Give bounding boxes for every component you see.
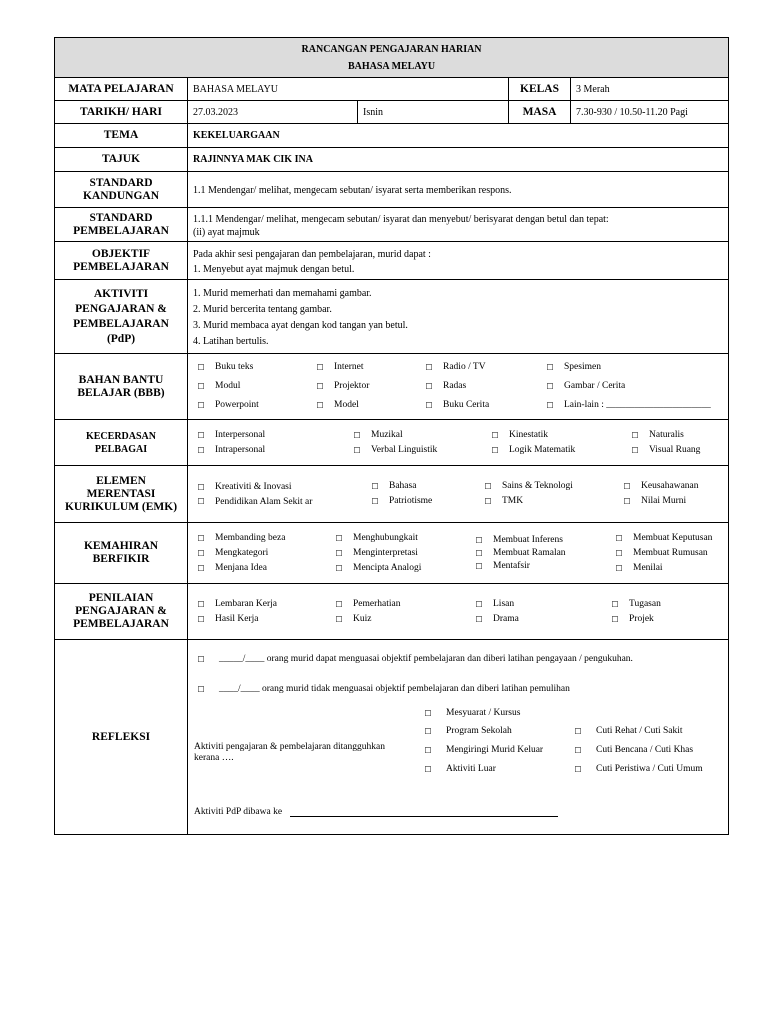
checkbox-icon[interactable]: ☐ bbox=[491, 430, 499, 440]
checkbox-icon[interactable]: ☐ bbox=[546, 382, 554, 391]
kemahiran-options bbox=[188, 523, 729, 584]
objektif-line2: 1. Menyebut ayat majmuk dengan betul. bbox=[193, 263, 355, 275]
kecerdasan-option[interactable] bbox=[349, 443, 481, 458]
checkbox-icon[interactable]: ☐ bbox=[574, 764, 582, 774]
standard-pembelajaran-line1: 1.1.1 Mendengar/ melihat, mengecam sebutan/ isyarat dan menyebut/ berisyarat dengan betul dan tepat: bbox=[193, 213, 609, 225]
kecerdasan-option[interactable] bbox=[487, 428, 621, 443]
bbb-option-label: Gambar / Cerita bbox=[564, 381, 626, 391]
checkbox-icon[interactable]: ☐ bbox=[197, 654, 205, 664]
refleksi-reason-label: Mengiringi Murid Keluar bbox=[446, 745, 544, 755]
bbb-option-label: Internet bbox=[334, 362, 364, 372]
form-title bbox=[55, 38, 729, 78]
checkbox-icon[interactable]: ☐ bbox=[197, 382, 205, 391]
mata-pelajaran-label: MATA PELAJARAN bbox=[55, 78, 188, 101]
checkbox-icon[interactable]: ☐ bbox=[197, 430, 205, 440]
checkbox-icon[interactable]: ☐ bbox=[424, 745, 432, 755]
kemahiran-option-label: Menginterpretasi bbox=[353, 547, 418, 558]
kemahiran-option-label: Membuat Ramalan bbox=[493, 547, 566, 558]
kelas-label: KELAS bbox=[509, 78, 571, 101]
penilaian-option[interactable] bbox=[331, 612, 465, 627]
checkbox-icon[interactable]: ☐ bbox=[484, 482, 492, 491]
kemahiran-option[interactable] bbox=[193, 561, 325, 576]
checkbox-icon[interactable]: ☐ bbox=[197, 684, 205, 694]
refleksi-reason-option[interactable] bbox=[570, 764, 703, 774]
refleksi-reason-option[interactable] bbox=[420, 726, 512, 736]
bbb-label-line2: BELAJAR (BBB) bbox=[77, 386, 165, 399]
kemahiran-label-line2: BERFIKIR bbox=[92, 553, 150, 565]
checkbox-icon[interactable]: ☐ bbox=[475, 535, 483, 545]
kemahiran-option-label: Menjana Idea bbox=[215, 562, 267, 573]
standard-kandungan-label bbox=[55, 172, 188, 208]
checkbox-icon[interactable]: ☐ bbox=[353, 445, 361, 455]
bbb-option[interactable] bbox=[193, 398, 306, 413]
emk-option[interactable] bbox=[480, 479, 613, 494]
kecerdasan-option[interactable] bbox=[349, 428, 481, 443]
aktiviti-item: 4. Latihan bertulis. bbox=[193, 335, 269, 347]
emk-option-label: Sains & Teknologi bbox=[502, 481, 573, 491]
kecerdasan-option[interactable] bbox=[193, 443, 343, 458]
checkbox-icon[interactable]: ☐ bbox=[335, 548, 343, 558]
refleksi-dibawa-line[interactable] bbox=[290, 806, 558, 817]
rph-form-table bbox=[54, 37, 729, 835]
checkbox-icon[interactable]: ☐ bbox=[425, 401, 433, 410]
kecerdasan-option-label: Interpersonal bbox=[215, 429, 266, 440]
objektif-line1: Pada akhir sesi pengajaran dan pembelajaran, murid dapat : bbox=[193, 248, 431, 260]
bbb-options bbox=[188, 354, 729, 420]
emk-label-line2: MERENTASI bbox=[86, 487, 156, 500]
penilaian-option-label: Pemerhatian bbox=[353, 598, 401, 609]
checkbox-icon[interactable]: ☐ bbox=[197, 445, 205, 455]
refleksi-reason-label: Cuti Bencana / Cuti Khas bbox=[596, 745, 694, 755]
refleksi-tidak-menguasai-option[interactable] bbox=[193, 684, 570, 694]
emk-options bbox=[188, 466, 729, 523]
checkbox-icon[interactable]: ☐ bbox=[615, 563, 623, 573]
penilaian-option-label: Tugasan bbox=[629, 598, 661, 609]
bbb-option[interactable] bbox=[312, 360, 415, 375]
checkbox-icon[interactable]: ☐ bbox=[475, 614, 483, 624]
checkbox-icon[interactable]: ☐ bbox=[574, 726, 582, 736]
objektif-label-line2: PEMBELAJARAN bbox=[73, 260, 169, 273]
standard-pembelajaran-label-line1: STANDARD bbox=[89, 211, 153, 224]
emk-option-label: Patriotisme bbox=[389, 496, 433, 506]
refleksi-ditangguh-text: Aktiviti pengajaran & pembelajaran ditangguhkan kerana …. bbox=[194, 742, 385, 763]
tarikh-label: TARIKH/ HARI bbox=[55, 101, 188, 124]
emk-option[interactable] bbox=[619, 494, 723, 509]
checkbox-icon[interactable]: ☐ bbox=[623, 482, 631, 491]
checkbox-icon[interactable]: ☐ bbox=[197, 363, 205, 372]
bbb-option[interactable] bbox=[421, 360, 536, 375]
standard-pembelajaran-line2: (ii) ayat majmuk bbox=[193, 226, 260, 238]
emk-label-line3: KURIKULUM (EMK) bbox=[64, 500, 178, 513]
emk-option[interactable] bbox=[619, 479, 723, 494]
checkbox-icon[interactable]: ☐ bbox=[335, 599, 343, 609]
kecerdasan-option-label: Visual Ruang bbox=[649, 444, 701, 455]
checkbox-icon[interactable]: ☐ bbox=[611, 614, 619, 624]
kemahiran-option-label: Membuat Rumusan bbox=[633, 547, 708, 558]
kecerdasan-option-label: Muzikal bbox=[371, 429, 403, 440]
refleksi-reason-label: Program Sekolah bbox=[446, 726, 512, 736]
refleksi-reason-option[interactable] bbox=[420, 745, 543, 755]
emk-label bbox=[55, 466, 188, 523]
kemahiran-option-label: Membuat Inferens bbox=[493, 534, 563, 545]
checkbox-icon[interactable]: ☐ bbox=[316, 382, 324, 391]
checkbox-icon[interactable]: ☐ bbox=[197, 614, 205, 624]
tajuk-value[interactable]: RAJINNYA MAK CIK INA bbox=[188, 148, 729, 172]
kemahiran-option[interactable] bbox=[193, 546, 325, 561]
form-title-line1: RANCANGAN PENGAJARAN HARIAN bbox=[301, 43, 482, 55]
kemahiran-option[interactable] bbox=[471, 560, 605, 573]
refleksi-content bbox=[188, 640, 729, 835]
aktiviti-label-line2: PENGAJARAN & bbox=[75, 302, 167, 315]
penilaian-option[interactable] bbox=[471, 597, 601, 612]
standard-kandungan-label-line1: STANDARD bbox=[89, 176, 153, 189]
bbb-option[interactable] bbox=[193, 360, 306, 375]
form-title-line2: BAHASA MELAYU bbox=[347, 60, 436, 72]
emk-option-label: Nilai Murni bbox=[641, 496, 687, 506]
kemahiran-option[interactable] bbox=[331, 561, 465, 576]
refleksi-reason-option[interactable] bbox=[570, 726, 683, 736]
kemahiran-option-label: Menghubungkait bbox=[353, 532, 418, 543]
bbb-option[interactable] bbox=[542, 360, 723, 375]
kemahiran-option[interactable] bbox=[611, 561, 723, 576]
kemahiran-option[interactable] bbox=[331, 531, 465, 546]
penilaian-option-label: Kuiz bbox=[353, 613, 372, 624]
checkbox-icon[interactable]: ☐ bbox=[631, 430, 639, 440]
checkbox-icon[interactable]: ☐ bbox=[335, 614, 343, 624]
aktiviti-item: 3. Murid membaca ayat dengan kod tangan yan betul. bbox=[193, 319, 408, 331]
penilaian-option[interactable] bbox=[471, 612, 601, 627]
kemahiran-option[interactable] bbox=[471, 547, 605, 560]
kemahiran-option[interactable] bbox=[611, 531, 723, 546]
emk-option[interactable] bbox=[480, 494, 613, 509]
checkbox-icon[interactable]: ☐ bbox=[197, 482, 205, 492]
standard-pembelajaran-value[interactable] bbox=[188, 208, 729, 242]
kemahiran-option[interactable] bbox=[331, 546, 465, 561]
bbb-option-label: Radio / TV bbox=[443, 362, 486, 372]
kecerdasan-option[interactable] bbox=[627, 428, 723, 443]
penilaian-option-label: Hasil Kerja bbox=[215, 613, 259, 624]
refleksi-menguasai-text: _____/____ orang murid dapat menguasai objektif pembelajaran dan diberi latihan pengayaan / pengukuhan. bbox=[219, 654, 633, 664]
kecerdasan-option-label: Naturalis bbox=[649, 429, 684, 440]
checkbox-icon[interactable]: ☐ bbox=[371, 482, 379, 491]
penilaian-option[interactable] bbox=[331, 597, 465, 612]
aktiviti-label bbox=[55, 280, 188, 354]
aktiviti-value[interactable] bbox=[188, 280, 729, 354]
checkbox-icon[interactable]: ☐ bbox=[425, 382, 433, 391]
checkbox-icon[interactable]: ☐ bbox=[197, 563, 205, 573]
bbb-option[interactable] bbox=[542, 398, 723, 413]
emk-option-label: Kreativiti & Inovasi bbox=[215, 481, 292, 492]
kecerdasan-options bbox=[188, 420, 729, 466]
penilaian-options bbox=[188, 584, 729, 640]
kecerdasan-option[interactable] bbox=[627, 443, 723, 458]
emk-option-label: Bahasa bbox=[389, 481, 417, 491]
bbb-label bbox=[55, 354, 188, 420]
penilaian-option[interactable] bbox=[193, 612, 325, 627]
penilaian-label-line2: PENGAJARAN & bbox=[75, 605, 167, 617]
bbb-option[interactable] bbox=[421, 398, 536, 413]
emk-option-label: TMK bbox=[502, 496, 524, 506]
masa-label: MASA bbox=[509, 101, 571, 124]
bbb-option-label: Buku teks bbox=[215, 362, 254, 372]
kecerdasan-option-label: Intrapersonal bbox=[215, 444, 266, 455]
refleksi-reason-option[interactable] bbox=[420, 764, 496, 774]
checkbox-icon[interactable]: ☐ bbox=[371, 497, 379, 506]
kemahiran-label-line1: KEMAHIRAN bbox=[83, 540, 159, 552]
checkbox-icon[interactable]: ☐ bbox=[197, 533, 205, 543]
kemahiran-option-label: Mencipta Analogi bbox=[353, 562, 422, 573]
tajuk-label: TAJUK bbox=[55, 148, 188, 172]
standard-pembelajaran-label bbox=[55, 208, 188, 242]
kemahiran-option-label: Menilai bbox=[633, 562, 663, 573]
bbb-option[interactable] bbox=[312, 379, 415, 394]
checkbox-icon[interactable]: ☐ bbox=[574, 745, 582, 755]
checkbox-icon[interactable]: ☐ bbox=[475, 561, 483, 571]
penilaian-option-label: Lembaran Kerja bbox=[215, 598, 277, 609]
aktiviti-label-line1: AKTIVITI bbox=[93, 287, 149, 300]
kecerdasan-label-line2: PELBAGAI bbox=[94, 443, 148, 455]
standard-kandungan-text: 1.1 Mendengar/ melihat, mengecam sebutan/ isyarat serta memberikan respons. bbox=[193, 185, 512, 196]
bbb-option-label: Lain-lain : ______________________ bbox=[564, 400, 711, 410]
standard-kandungan-label-line2: KANDUNGAN bbox=[82, 189, 160, 202]
refleksi-reason-label: Cuti Peristiwa / Cuti Umum bbox=[596, 764, 703, 774]
hari-value[interactable]: Isnin bbox=[358, 101, 509, 124]
refleksi-label: REFLEKSI bbox=[55, 640, 188, 835]
kecerdasan-option-label: Verbal Linguistik bbox=[371, 444, 438, 455]
checkbox-icon[interactable]: ☐ bbox=[615, 548, 623, 558]
refleksi-dibawa-label: Aktiviti PdP dibawa ke bbox=[194, 806, 283, 817]
refleksi-reason-label: Mesyuarat / Kursus bbox=[446, 708, 521, 718]
checkbox-icon[interactable]: ☐ bbox=[335, 563, 343, 573]
checkbox-icon[interactable]: ☐ bbox=[316, 401, 324, 410]
kecerdasan-option-label: Kinestatik bbox=[509, 429, 549, 440]
emk-option[interactable] bbox=[193, 495, 361, 509]
kelas-value[interactable]: 3 Merah bbox=[571, 78, 729, 101]
penilaian-option[interactable] bbox=[193, 597, 325, 612]
kemahiran-option-label: Mentafsir bbox=[493, 560, 530, 571]
penilaian-option-label: Lisan bbox=[493, 598, 515, 609]
checkbox-icon[interactable]: ☐ bbox=[484, 497, 492, 506]
penilaian-label bbox=[55, 584, 188, 640]
refleksi-menguasai-option[interactable] bbox=[193, 654, 633, 664]
bbb-option[interactable] bbox=[421, 379, 536, 394]
bbb-option-label: Spesimen bbox=[564, 362, 601, 372]
kecerdasan-option-label: Logik Matematik bbox=[509, 444, 576, 455]
aktiviti-label-line3: PEMBELAJARAN bbox=[73, 317, 169, 330]
checkbox-icon[interactable]: ☐ bbox=[197, 401, 205, 410]
refleksi-dibawa-field[interactable] bbox=[194, 806, 558, 817]
bbb-option-label: Powerpoint bbox=[215, 400, 259, 410]
checkbox-icon[interactable]: ☐ bbox=[197, 496, 205, 506]
kemahiran-option[interactable] bbox=[611, 546, 723, 561]
refleksi-reason-label: Aktiviti Luar bbox=[446, 764, 496, 774]
penilaian-option[interactable] bbox=[607, 597, 723, 612]
objektif-value[interactable] bbox=[188, 242, 729, 280]
bbb-label-line1: BAHAN BANTU bbox=[78, 373, 164, 386]
tarikh-value[interactable]: 27.03.2023 bbox=[188, 101, 358, 124]
kecerdasan-label bbox=[55, 420, 188, 466]
tema-label: TEMA bbox=[55, 124, 188, 148]
bbb-option-label: Projektor bbox=[334, 381, 370, 391]
standard-pembelajaran-label-line2: PEMBELAJARAN bbox=[73, 224, 169, 237]
checkbox-icon[interactable]: ☐ bbox=[425, 363, 433, 372]
emk-label-line1: ELEMEN bbox=[96, 474, 146, 487]
emk-option-label: Keusahawanan bbox=[641, 481, 699, 491]
checkbox-icon[interactable]: ☐ bbox=[197, 599, 205, 609]
kecerdasan-option[interactable] bbox=[487, 443, 621, 458]
standard-kandungan-value[interactable] bbox=[188, 172, 729, 208]
kemahiran-option-label: Mengkategori bbox=[215, 547, 269, 558]
bbb-option[interactable] bbox=[542, 379, 723, 394]
checkbox-icon[interactable]: ☐ bbox=[424, 726, 432, 736]
checkbox-icon[interactable]: ☐ bbox=[611, 599, 619, 609]
kemahiran-label bbox=[55, 523, 188, 584]
kemahiran-option-label: Membuat Keputusan bbox=[633, 532, 713, 543]
tema-value[interactable]: KEKELUARGAAN bbox=[188, 124, 729, 148]
checkbox-icon[interactable]: ☐ bbox=[424, 708, 432, 718]
refleksi-reason-option[interactable] bbox=[420, 708, 520, 718]
aktiviti-label-line4: (PdP) bbox=[106, 332, 136, 345]
aktiviti-item: 1. Murid memerhati dan memahami gambar. bbox=[193, 287, 372, 299]
checkbox-icon[interactable]: ☐ bbox=[197, 548, 205, 558]
checkbox-icon[interactable]: ☐ bbox=[491, 445, 499, 455]
bbb-option-label: Buku Cerita bbox=[443, 400, 490, 410]
mata-pelajaran-value[interactable]: BAHASA MELAYU bbox=[188, 78, 509, 101]
emk-option[interactable] bbox=[367, 494, 474, 509]
penilaian-option[interactable] bbox=[607, 612, 723, 627]
emk-option-label: Pendidikan Alam Sekit ar bbox=[215, 496, 313, 507]
kecerdasan-option[interactable] bbox=[193, 428, 343, 443]
checkbox-icon[interactable]: ☐ bbox=[623, 497, 631, 506]
checkbox-icon[interactable]: ☐ bbox=[475, 599, 483, 609]
penilaian-option-label: Projek bbox=[629, 613, 654, 624]
penilaian-label-line1: PENILAIAN bbox=[88, 592, 154, 604]
checkbox-icon[interactable]: ☐ bbox=[316, 363, 324, 372]
objektif-label-line1: OBJEKTIF bbox=[91, 247, 151, 260]
penilaian-label-line3: PEMBELAJARAN bbox=[73, 618, 169, 630]
bbb-option-label: Modul bbox=[215, 381, 241, 391]
emk-option[interactable] bbox=[193, 480, 361, 495]
bbb-option-label: Radas bbox=[443, 381, 467, 391]
checkbox-icon[interactable]: ☐ bbox=[631, 445, 639, 455]
bbb-option[interactable] bbox=[312, 398, 415, 413]
masa-value[interactable]: 7.30-930 / 10.50-11.20 Pagi bbox=[571, 101, 729, 124]
penilaian-option-label: Drama bbox=[493, 613, 519, 624]
emk-option[interactable] bbox=[367, 479, 474, 494]
aktiviti-item: 2. Murid bercerita tentang gambar. bbox=[193, 303, 332, 315]
kecerdasan-label-line1: KECERDASAN bbox=[85, 430, 156, 442]
refleksi-tidak-menguasai-text: ____/____ orang murid tidak menguasai objektif pembelajaran dan diberi latihan pemulihan bbox=[219, 684, 570, 694]
refleksi-reason-label: Cuti Rehat / Cuti Sakit bbox=[596, 726, 683, 736]
bbb-option-label: Model bbox=[334, 400, 359, 410]
kemahiran-option[interactable] bbox=[471, 534, 605, 547]
kemahiran-option-label: Membanding beza bbox=[215, 532, 286, 543]
checkbox-icon[interactable]: ☐ bbox=[546, 363, 554, 372]
bbb-option[interactable] bbox=[193, 379, 306, 394]
checkbox-icon[interactable]: ☐ bbox=[475, 548, 483, 558]
checkbox-icon[interactable]: ☐ bbox=[546, 401, 554, 410]
checkbox-icon[interactable]: ☐ bbox=[335, 533, 343, 543]
checkbox-icon[interactable]: ☐ bbox=[615, 533, 623, 543]
checkbox-icon[interactable]: ☐ bbox=[353, 430, 361, 440]
checkbox-icon[interactable]: ☐ bbox=[424, 764, 432, 774]
objektif-label bbox=[55, 242, 188, 280]
kemahiran-option[interactable] bbox=[193, 531, 325, 546]
refleksi-reason-option[interactable] bbox=[570, 745, 693, 755]
